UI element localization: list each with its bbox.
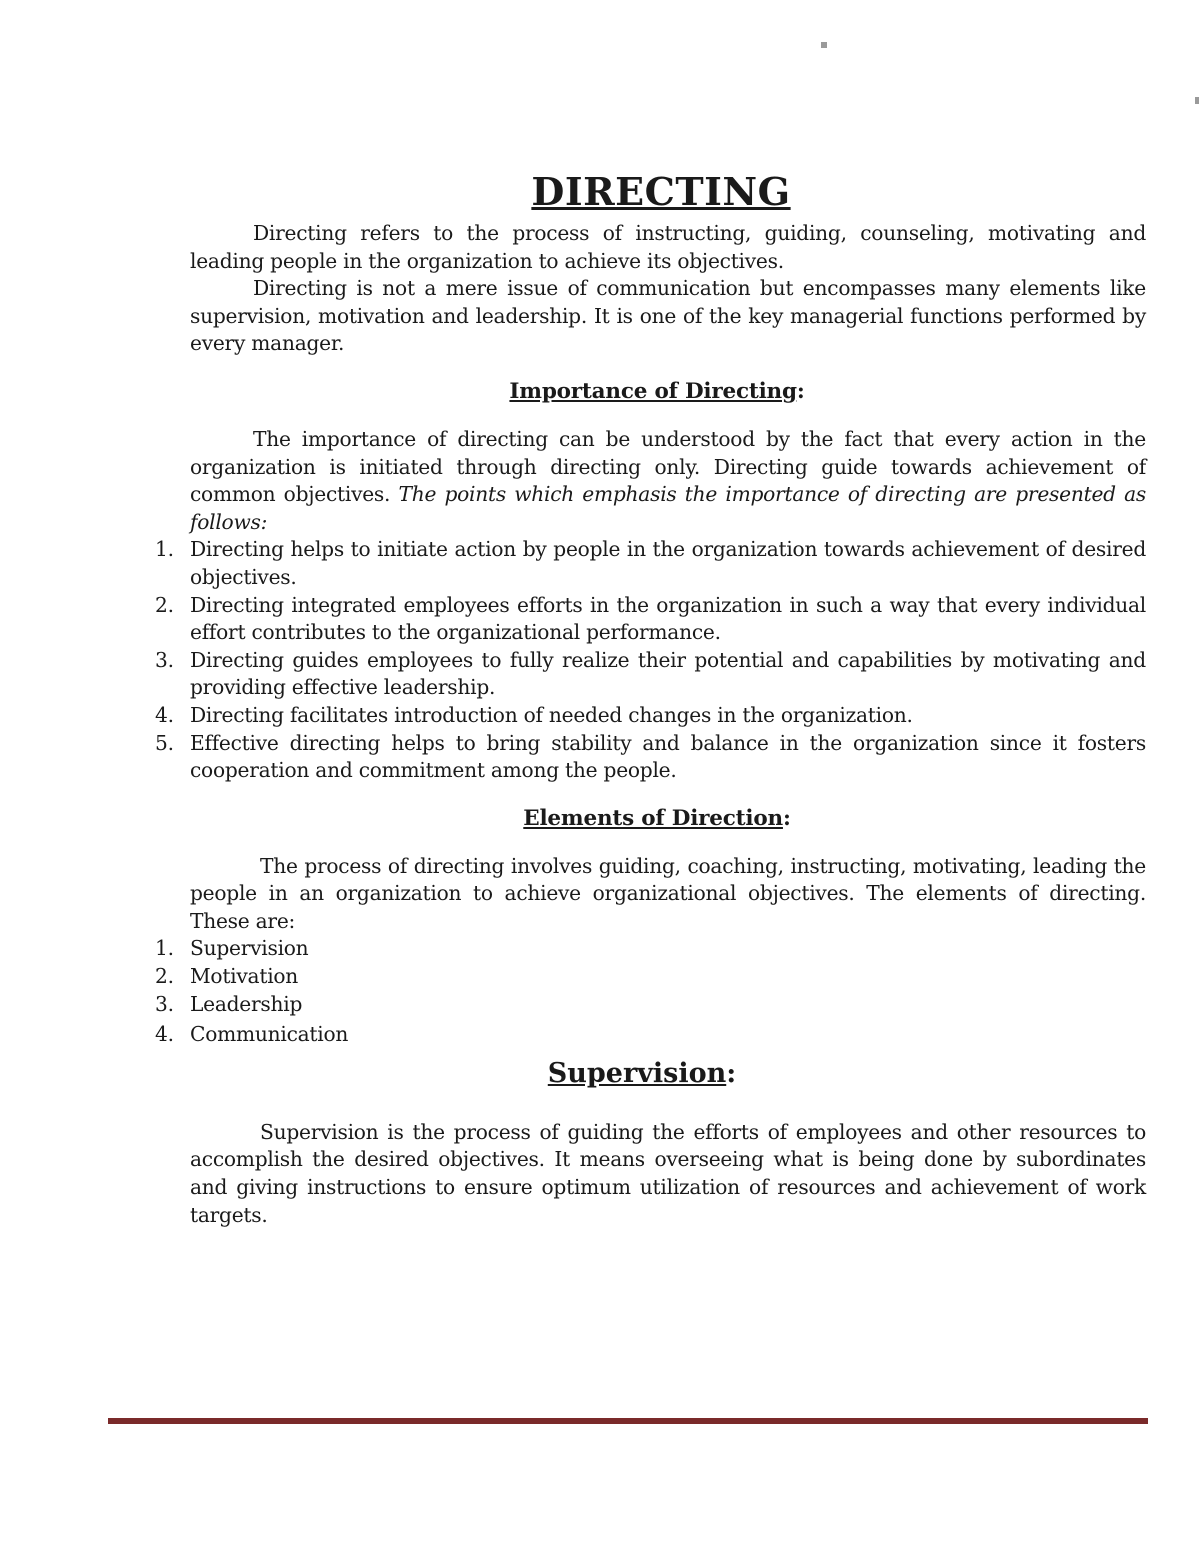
- list-item: 5. Effective directing helps to bring stability and balance in the organization since it fosters cooperation and commitment among the people.: [155, 730, 1146, 783]
- document-body: [155, 168, 1146, 1229]
- list-item: 1. Directing helps to initiate action by people in the organization towards achievement of desired objectives.: [155, 537, 1146, 589]
- section-heading-importance: Importance of Directing:: [509, 378, 805, 404]
- section-heading-elements: Elements of Direction:: [523, 805, 791, 831]
- importance-paragraph: The importance of directing can be understood by the fact that every action in the organization is initiated through directing only. Directing guide towards achievement of common objectives. The points which emphasis the importance of directing are presented as follows:: [190, 426, 1146, 534]
- section-heading-supervision: Supervision:: [547, 1057, 737, 1089]
- list-item: 2. Directing integrated employees efforts in the organization in such a way that every individual effort contributes to the organizational performance.: [155, 592, 1146, 645]
- intro-paragraph: Directing is not a mere issue of communication but encompasses many elements like supervision, motivation and leadership. It is one of the key managerial functions performed by every manager.: [190, 276, 1146, 356]
- importance-list: [155, 536, 1146, 784]
- list-item: 3. Leadership: [155, 991, 303, 1016]
- scan-mark: [821, 42, 827, 48]
- list-item: 2. Motivation: [155, 964, 299, 989]
- page-title: DIRECTING: [531, 169, 791, 214]
- elements-list: [155, 935, 1146, 1048]
- scan-mark: [1195, 97, 1199, 104]
- supervision-paragraph: Supervision is the process of guiding the efforts of employees and other resources to accomplish the desired objectives. It means overseeing what is being done by subordinates and giving instructions to ensure optimum utilization of resources and achievement of work targets.: [190, 1119, 1146, 1227]
- elements-paragraph: The process of directing involves guiding, coaching, instructing, motivating, leading the people in an organization to achieve organizational objectives. The elements of directing. These are:: [190, 853, 1146, 933]
- footer-rule: [108, 1418, 1148, 1424]
- intro-paragraph: Directing refers to the process of instructing, guiding, counseling, motivating and leading people in the organization to achieve its objectives.: [190, 221, 1146, 273]
- list-item: 3. Directing guides employees to fully realize their potential and capabilities by motivating and providing effective leadership.: [155, 647, 1146, 700]
- list-item: 4. Communication: [155, 1022, 349, 1047]
- list-item: 4. Directing facilitates introduction of needed changes in the organization.: [155, 702, 913, 727]
- list-item: 1. Supervision: [155, 936, 309, 961]
